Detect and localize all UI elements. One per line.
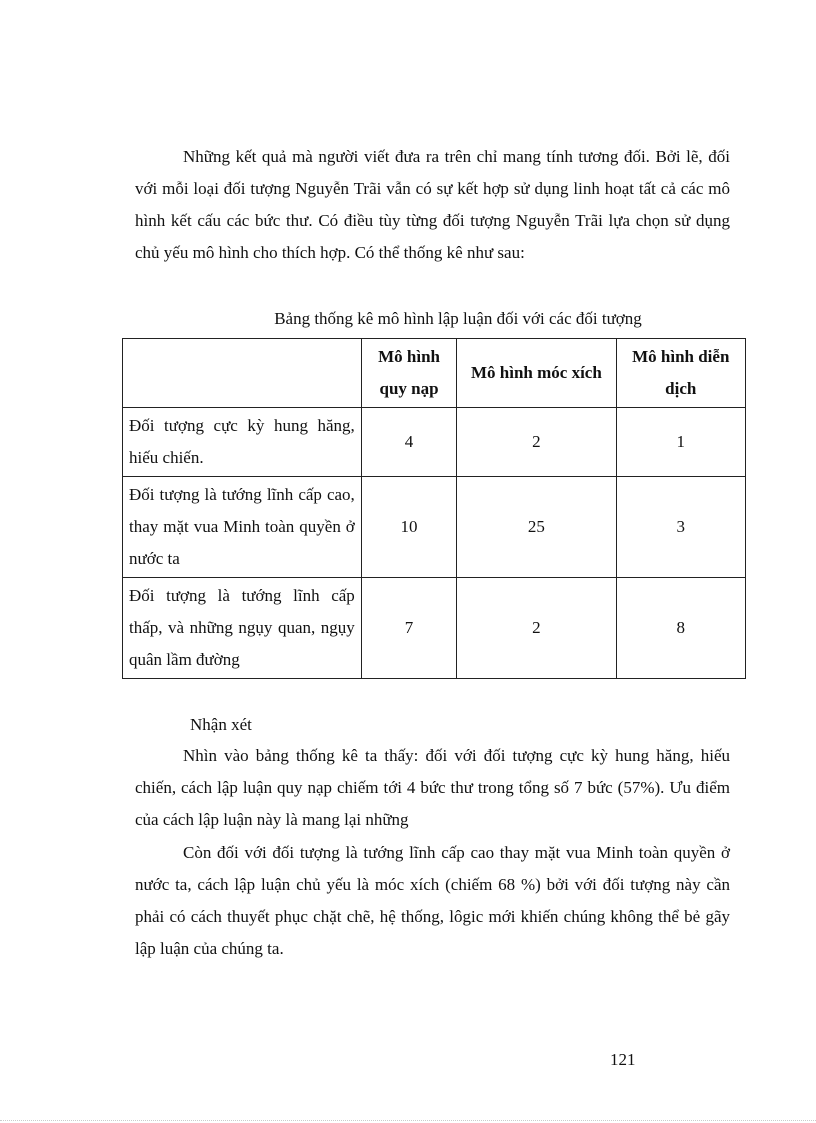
table-row-label: Đối tượng là tướng lĩnh cấp cao, thay mặt vua Minh toàn quyền ở nước ta xyxy=(123,477,362,578)
table-row xyxy=(123,578,746,679)
table-row-label: Đối tượng là tướng lĩnh cấp thấp, và những ngụy quan, ngụy quân lầm đường xyxy=(123,578,362,679)
table-caption: Bảng thống kê mô hình lập luận đối với các đối tượng xyxy=(274,309,642,328)
paragraph-analysis-2: Còn đối với đối tượng là tướng lĩnh cấp cao thay mặt vua Minh toàn quyền ở nước ta, cách lập luận chủ yếu là móc xích (chiếm 68 %) bởi với đối tượng này cần phải có cách thuyết phục chặt chẽ, hệ thống, lôgic mới khiến chúng không thể bẻ gãy lập luận của chúng ta. xyxy=(135,843,730,958)
table-row xyxy=(123,477,746,578)
table-header-deductive: Mô hình diễn dịch xyxy=(616,339,746,408)
table-header-chain: Mô hình móc xích xyxy=(457,339,616,408)
paragraph-intro: Những kết quả mà người viết đưa ra trên chỉ mang tính tương đối. Bởi lẽ, đối với mỗi loại đối tượng Nguyễn Trãi vẫn có sự kết hợp sử dụng linh hoạt tất cả các mô hình kết cấu các bức thư. Có điều tùy từng đối tượng Nguyễn Trãi lựa chọn sử dụng chủ yếu mô hình cho thích hợp. Có thể thống kê như sau: xyxy=(135,147,730,262)
page-number: 121 xyxy=(610,1050,636,1069)
paragraph-analysis-1: Nhìn vào bảng thống kê ta thấy: đối với đối tượng cực kỳ hung hăng, hiếu chiến, cách lập luận quy nạp chiếm tới 4 bức thư trong tổng số 7 bức (57%). Ưu điểm của cách lập luận này là mang lại những xyxy=(135,746,730,829)
table-cell: 8 xyxy=(616,578,746,679)
table-header-empty xyxy=(123,339,362,408)
table-cell: 1 xyxy=(616,408,746,477)
table-cell: 2 xyxy=(457,408,616,477)
table-cell: 3 xyxy=(616,477,746,578)
table-row-label: Đối tượng cực kỳ hung hăng, hiếu chiến. xyxy=(123,408,362,477)
statistics-table xyxy=(122,338,746,679)
table-header-inductive: Mô hình quy nạp xyxy=(361,339,457,408)
footer-divider xyxy=(0,1120,816,1121)
table-cell: 4 xyxy=(361,408,457,477)
table-row xyxy=(123,408,746,477)
table-cell: 7 xyxy=(361,578,457,679)
table-header-row xyxy=(123,339,746,408)
table-cell: 10 xyxy=(361,477,457,578)
section-heading: Nhận xét xyxy=(190,715,252,734)
table-cell: 2 xyxy=(457,578,616,679)
table-cell: 25 xyxy=(457,477,616,578)
